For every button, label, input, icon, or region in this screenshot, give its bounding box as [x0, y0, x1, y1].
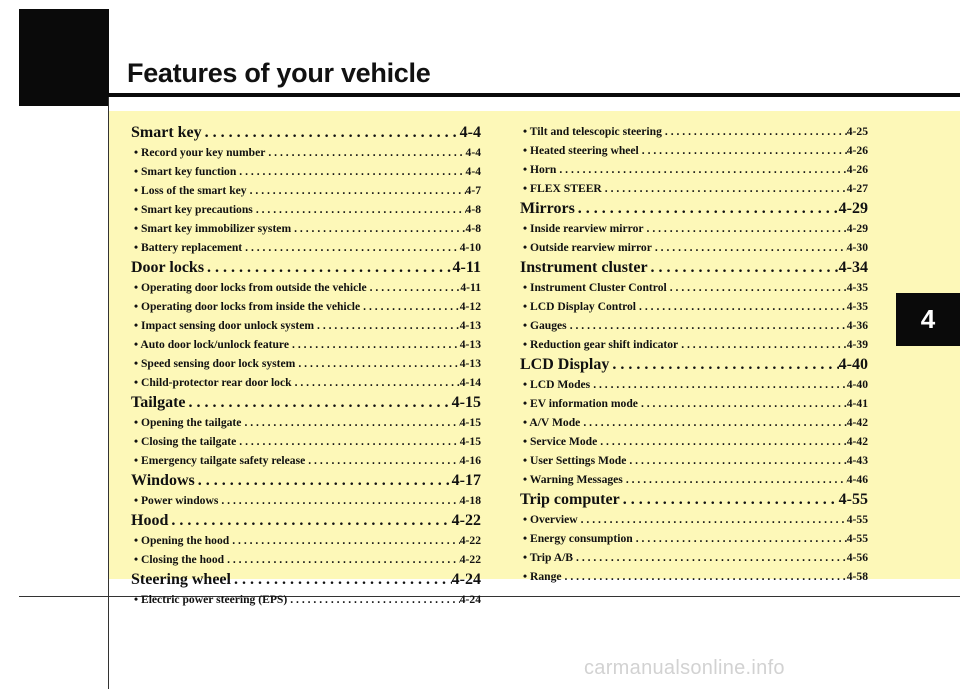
toc-entry-label: Instrument cluster [520, 259, 648, 276]
toc-page-number: 4-39 [846, 338, 868, 351]
toc-entry-label: • Horn [523, 163, 557, 176]
toc-page-number: 4-30 [846, 241, 868, 254]
toc-entry-label: • Loss of the smart key [134, 184, 247, 197]
toc-entry-label: Steering wheel [131, 571, 231, 588]
dot-leader [253, 200, 466, 219]
toc-page-number: 4-22 [451, 512, 481, 529]
toc-page-number: 4-15 [459, 435, 481, 448]
dot-leader [236, 162, 465, 181]
toc-entry[interactable] [131, 181, 481, 200]
toc-entry-label: • A/V Mode [523, 416, 581, 429]
toc-entry[interactable] [520, 529, 868, 548]
toc-page-number: 4-8 [465, 222, 481, 235]
toc-page-number: 4-13 [459, 338, 481, 351]
toc-page-number: 4-17 [451, 472, 481, 489]
toc-entry[interactable] [520, 335, 868, 354]
toc-entry-label: • Tilt and telescopic steering [523, 125, 662, 138]
toc-entry-label: • Energy consumption [523, 532, 633, 545]
toc-entry[interactable] [520, 316, 868, 335]
toc-entry-label: • FLEX STEER [523, 182, 602, 195]
toc-section-heading[interactable] [131, 569, 481, 590]
dot-leader [590, 375, 847, 394]
toc-page-number: 4-55 [846, 532, 868, 545]
dot-leader [265, 143, 465, 162]
toc-entry-label: • Overview [523, 513, 578, 526]
toc-entry-label: • Warning Messages [523, 473, 623, 486]
toc-entry-label: • Outside rearview mirror [523, 241, 652, 254]
toc-entry[interactable] [131, 238, 481, 257]
dot-leader [291, 219, 465, 238]
toc-entry[interactable] [520, 548, 868, 567]
dot-leader [224, 550, 460, 569]
toc-entry-label: • Speed sensing door lock system [134, 357, 296, 370]
title-rule [109, 93, 960, 97]
dot-leader [195, 470, 452, 491]
toc-entry-label: Smart key [131, 124, 202, 141]
dot-leader [567, 316, 847, 335]
toc-entry[interactable] [520, 470, 868, 489]
toc-entry[interactable] [520, 375, 868, 394]
toc-page-number: 4-42 [846, 416, 868, 429]
toc-entry-label: • Child-protector rear door lock [134, 376, 292, 389]
toc-page-number: 4-22 [459, 534, 481, 547]
toc-entry-label: • Opening the tailgate [134, 416, 242, 429]
dot-leader [292, 373, 460, 392]
toc-entry-label: Hood [131, 512, 169, 529]
toc-page-number: 4-42 [846, 435, 868, 448]
toc-page-number: 4-4 [465, 146, 481, 159]
toc-page-number: 4-8 [465, 203, 481, 216]
toc-entry-label: • Smart key function [134, 165, 237, 178]
toc-page-number: 4-43 [846, 454, 868, 467]
toc-entry[interactable] [131, 143, 481, 162]
toc-entry-label: LCD Display [520, 356, 610, 373]
dot-leader [623, 470, 847, 489]
dot-leader [204, 257, 453, 278]
toc-entry[interactable] [131, 413, 481, 432]
toc-entry[interactable] [520, 179, 868, 198]
toc-page-number: 4-14 [459, 376, 481, 389]
toc-entry[interactable] [131, 373, 481, 392]
toc-entry-label: • Impact sensing door unlock system [134, 319, 315, 332]
dot-leader [236, 432, 459, 451]
toc-entry[interactable] [520, 219, 868, 238]
margin-line [108, 97, 109, 689]
toc-page-number: 4-26 [846, 163, 868, 176]
dot-leader [620, 489, 839, 510]
toc-section-heading[interactable] [520, 489, 868, 510]
toc-section-heading[interactable] [131, 257, 481, 278]
toc-entry-label: • Gauges [523, 319, 567, 332]
toc-entry[interactable] [131, 451, 481, 470]
toc-page-number: 4-11 [452, 259, 481, 276]
toc-entry[interactable] [131, 531, 481, 550]
dot-leader [229, 531, 460, 550]
dot-leader [652, 238, 847, 257]
dot-leader [314, 316, 460, 335]
toc-entry[interactable] [520, 297, 868, 316]
chapter-tab[interactable]: 4 [896, 293, 960, 346]
dot-leader [667, 278, 847, 297]
toc-page-number: 4-22 [459, 553, 481, 566]
toc-entry[interactable] [131, 590, 481, 609]
dot-leader [218, 491, 459, 510]
dot-leader [287, 590, 460, 609]
toc-page-number: 4-4 [459, 124, 481, 141]
toc-entry[interactable] [520, 278, 868, 297]
toc-entry[interactable] [520, 510, 868, 529]
toc-entry-label: • Operating door locks from inside the vehicle [134, 300, 361, 313]
toc-entry[interactable] [131, 278, 481, 297]
toc-page-number: 4-55 [838, 491, 868, 508]
dot-leader [639, 141, 847, 160]
toc-entry-label: • Instrument Cluster Control [523, 281, 667, 294]
toc-page-number: 4-27 [846, 182, 868, 195]
toc-section-heading[interactable] [131, 470, 481, 491]
toc-entry-label: • Closing the hood [134, 553, 225, 566]
toc-entry[interactable] [131, 200, 481, 219]
toc-section-heading[interactable] [131, 510, 481, 531]
toc-entry[interactable] [520, 451, 868, 470]
toc-entry[interactable] [131, 491, 481, 510]
toc-entry-label: • LCD Display Control [523, 300, 637, 313]
toc-page-number: 4-46 [846, 473, 868, 486]
toc-entry-label: • Heated steering wheel [523, 144, 639, 157]
toc-entry[interactable] [520, 567, 868, 586]
toc-entry[interactable] [131, 432, 481, 451]
toc-entry-label: • Power windows [134, 494, 219, 507]
watermark: carmanualsonline.info [584, 657, 785, 679]
toc-entry-label: Mirrors [520, 200, 575, 217]
toc-page-number: 4-35 [846, 300, 868, 313]
toc-page-number: 4-15 [459, 416, 481, 429]
toc-page-number: 4-58 [846, 570, 868, 583]
toc-page-number: 4-24 [459, 593, 481, 606]
toc-entry-label: Windows [131, 472, 195, 489]
toc-entry-label: • Operating door locks from outside the vehicle [134, 281, 367, 294]
dot-leader [186, 392, 452, 413]
toc-page-number: 4-24 [451, 571, 481, 588]
page-title: Features of your vehicle [127, 58, 431, 88]
toc-column-right [520, 122, 868, 586]
toc-page-number: 4-55 [846, 513, 868, 526]
toc-entry[interactable] [520, 141, 868, 160]
dot-leader [573, 548, 847, 567]
dot-leader [580, 413, 846, 432]
dot-leader [241, 413, 459, 432]
toc-entry-label: • Battery replacement [134, 241, 243, 254]
toc-section-heading[interactable] [131, 392, 481, 413]
toc-column-left [131, 122, 481, 609]
toc-entry-label: Tailgate [131, 394, 186, 411]
toc-entry-label: • Record your key number [134, 146, 266, 159]
toc-entry-label: • Range [523, 570, 562, 583]
toc-entry[interactable] [131, 297, 481, 316]
toc-page-number: 4-7 [465, 184, 481, 197]
dot-leader [231, 569, 452, 590]
dot-leader [360, 297, 460, 316]
toc-page-number: 4-40 [838, 356, 868, 373]
dot-leader [289, 335, 460, 354]
dot-leader [602, 179, 847, 198]
dot-leader [633, 529, 847, 548]
toc-entry[interactable] [131, 354, 481, 373]
toc-entry[interactable] [131, 219, 481, 238]
toc-page-number: 4-10 [459, 241, 481, 254]
toc-section-heading[interactable] [520, 198, 868, 219]
dot-leader [578, 510, 847, 529]
toc-page-number: 4-56 [846, 551, 868, 564]
black-corner-tab [19, 9, 109, 106]
toc-page-number: 4-11 [460, 281, 481, 294]
toc-entry-label: • Trip A/B [523, 551, 574, 564]
toc-page-number: 4-13 [459, 319, 481, 332]
toc-page-number: 4-4 [465, 165, 481, 178]
toc-page-number: 4-25 [846, 125, 868, 138]
toc-entry-label: • Inside rearview mirror [523, 222, 644, 235]
toc-page-number: 4-40 [846, 378, 868, 391]
toc-page-number: 4-34 [838, 259, 868, 276]
toc-entry[interactable] [131, 162, 481, 181]
dot-leader [367, 278, 461, 297]
toc-entry-label: • Electric power steering (EPS) [134, 593, 288, 606]
dot-leader [575, 198, 839, 219]
toc-entry[interactable] [520, 394, 868, 413]
dot-leader [638, 394, 847, 413]
dot-leader [626, 451, 846, 470]
toc-page-number: 4-29 [846, 222, 868, 235]
dot-leader [597, 432, 846, 451]
dot-leader [562, 567, 847, 586]
dot-leader [636, 297, 847, 316]
toc-page-number: 4-15 [451, 394, 481, 411]
toc-entry-label: Trip computer [520, 491, 620, 508]
toc-page-number: 4-41 [846, 397, 868, 410]
dot-leader [609, 354, 838, 375]
toc-page-number: 4-36 [846, 319, 868, 332]
dot-leader [168, 510, 451, 531]
toc-page-number: 4-18 [459, 494, 481, 507]
toc-entry[interactable] [520, 238, 868, 257]
dot-leader [662, 122, 847, 141]
toc-entry-label: • Smart key precautions [134, 203, 253, 216]
toc-entry-label: • Opening the hood [134, 534, 230, 547]
dot-leader [648, 257, 839, 278]
toc-page-number: 4-35 [846, 281, 868, 294]
dot-leader [644, 219, 847, 238]
toc-section-heading[interactable] [520, 257, 868, 278]
toc-page-number: 4-13 [459, 357, 481, 370]
toc-entry-label: • Closing the tailgate [134, 435, 237, 448]
toc-entry[interactable] [131, 550, 481, 569]
toc-entry-label: • Emergency tailgate safety release [134, 454, 306, 467]
toc-page-number: 4-12 [459, 300, 481, 313]
toc-page-number: 4-16 [459, 454, 481, 467]
toc-entry-label: Door locks [131, 259, 205, 276]
dot-leader [247, 181, 466, 200]
toc-entry-label: • LCD Modes [523, 378, 591, 391]
dot-leader [295, 354, 459, 373]
dot-leader [202, 122, 460, 143]
toc-entry[interactable] [520, 432, 868, 451]
toc-entry-label: • Service Mode [523, 435, 598, 448]
toc-entry[interactable] [520, 122, 868, 141]
toc-page-number: 4-26 [846, 144, 868, 157]
toc-entry[interactable] [520, 160, 868, 179]
toc-entry-label: • Auto door lock/unlock feature [134, 338, 290, 351]
toc-entry-label: • Reduction gear shift indicator [523, 338, 679, 351]
dot-leader [305, 451, 459, 470]
toc-page-number: 4-29 [838, 200, 868, 217]
toc-entry-label: • EV information mode [523, 397, 638, 410]
toc-entry[interactable] [131, 335, 481, 354]
toc-entry-label: • User Settings Mode [523, 454, 627, 467]
toc-section-heading[interactable] [131, 122, 481, 143]
dot-leader [556, 160, 846, 179]
toc-entry[interactable] [520, 413, 868, 432]
dot-leader [242, 238, 460, 257]
toc-section-heading[interactable] [520, 354, 868, 375]
toc-entry-label: • Smart key immobilizer system [134, 222, 292, 235]
dot-leader [678, 335, 847, 354]
toc-entry[interactable] [131, 316, 481, 335]
